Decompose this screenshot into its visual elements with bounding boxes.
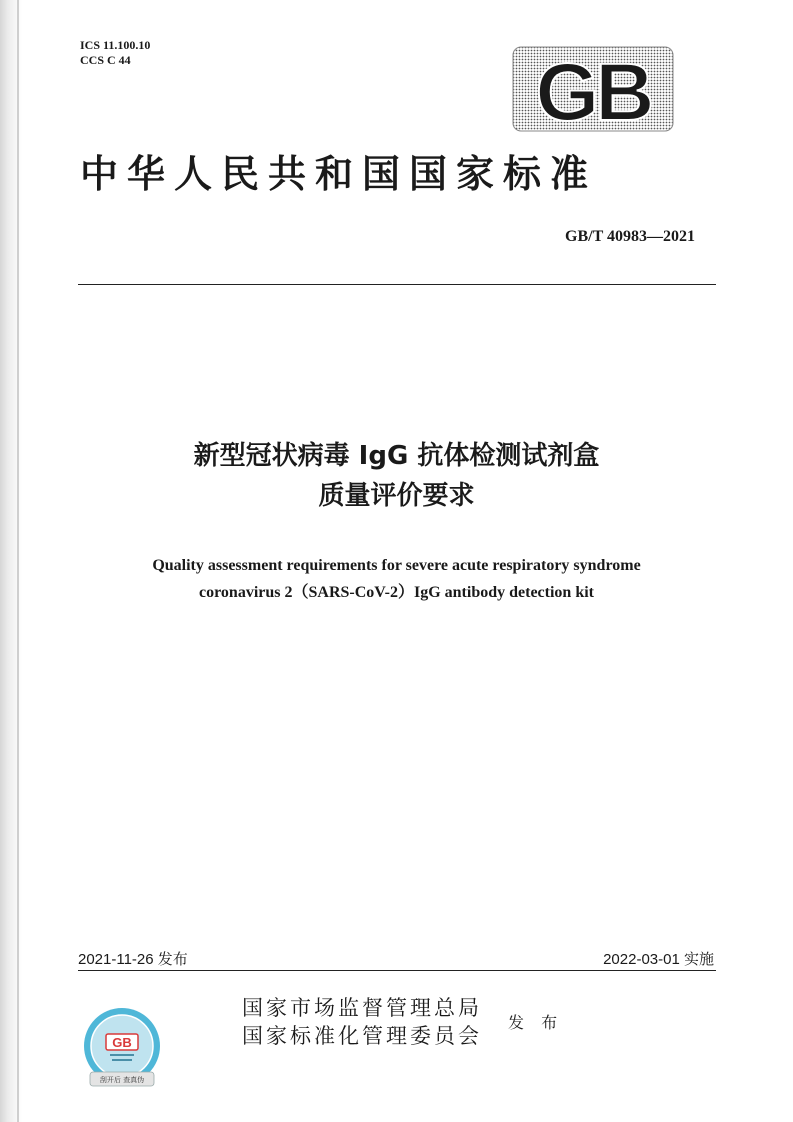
seal-footer-text: 刮开后 查真伪 — [99, 1076, 145, 1084]
chinese-title-line1: 新型冠状病毒 IgG 抗体检测试剂盒 — [193, 441, 600, 471]
issuer-sac: 国家标准化管理委员会 — [242, 1024, 482, 1048]
classification-codes — [80, 38, 150, 68]
ics-code: ICS 11.100.10 — [80, 38, 151, 52]
anti-counterfeit-seal-icon — [76, 1006, 168, 1090]
english-title-line2: coronavirus 2（SARS-CoV-2）IgG antibody detection kit — [199, 584, 594, 601]
gb-logo-text: GB — [535, 47, 651, 132]
issue-date: 2021-11-26 发布 — [78, 951, 188, 968]
issuing-authorities — [242, 994, 482, 1050]
english-title — [40, 552, 753, 606]
ccs-code: CCS C 44 — [80, 53, 131, 67]
chinese-title-line2: 质量评价要求 — [318, 481, 475, 511]
publish-label: 发 布 — [508, 1013, 564, 1032]
english-title-line1: Quality assessment requirements for severe acute respiratory syndrome — [152, 557, 641, 574]
scan-edge — [0, 0, 22, 1122]
chinese-title — [40, 436, 753, 516]
gb-logo-icon — [512, 46, 674, 132]
top-divider — [78, 284, 716, 285]
bottom-divider — [78, 970, 716, 971]
seal-logo-text: GB — [112, 1035, 132, 1050]
standard-title: 中华人民共和国国家标准 — [80, 151, 598, 196]
issuer-samr: 国家市场监督管理总局 — [242, 996, 482, 1020]
standard-number: GB/T 40983—2021 — [565, 228, 695, 245]
implementation-date: 2022-03-01 实施 — [603, 951, 714, 968]
